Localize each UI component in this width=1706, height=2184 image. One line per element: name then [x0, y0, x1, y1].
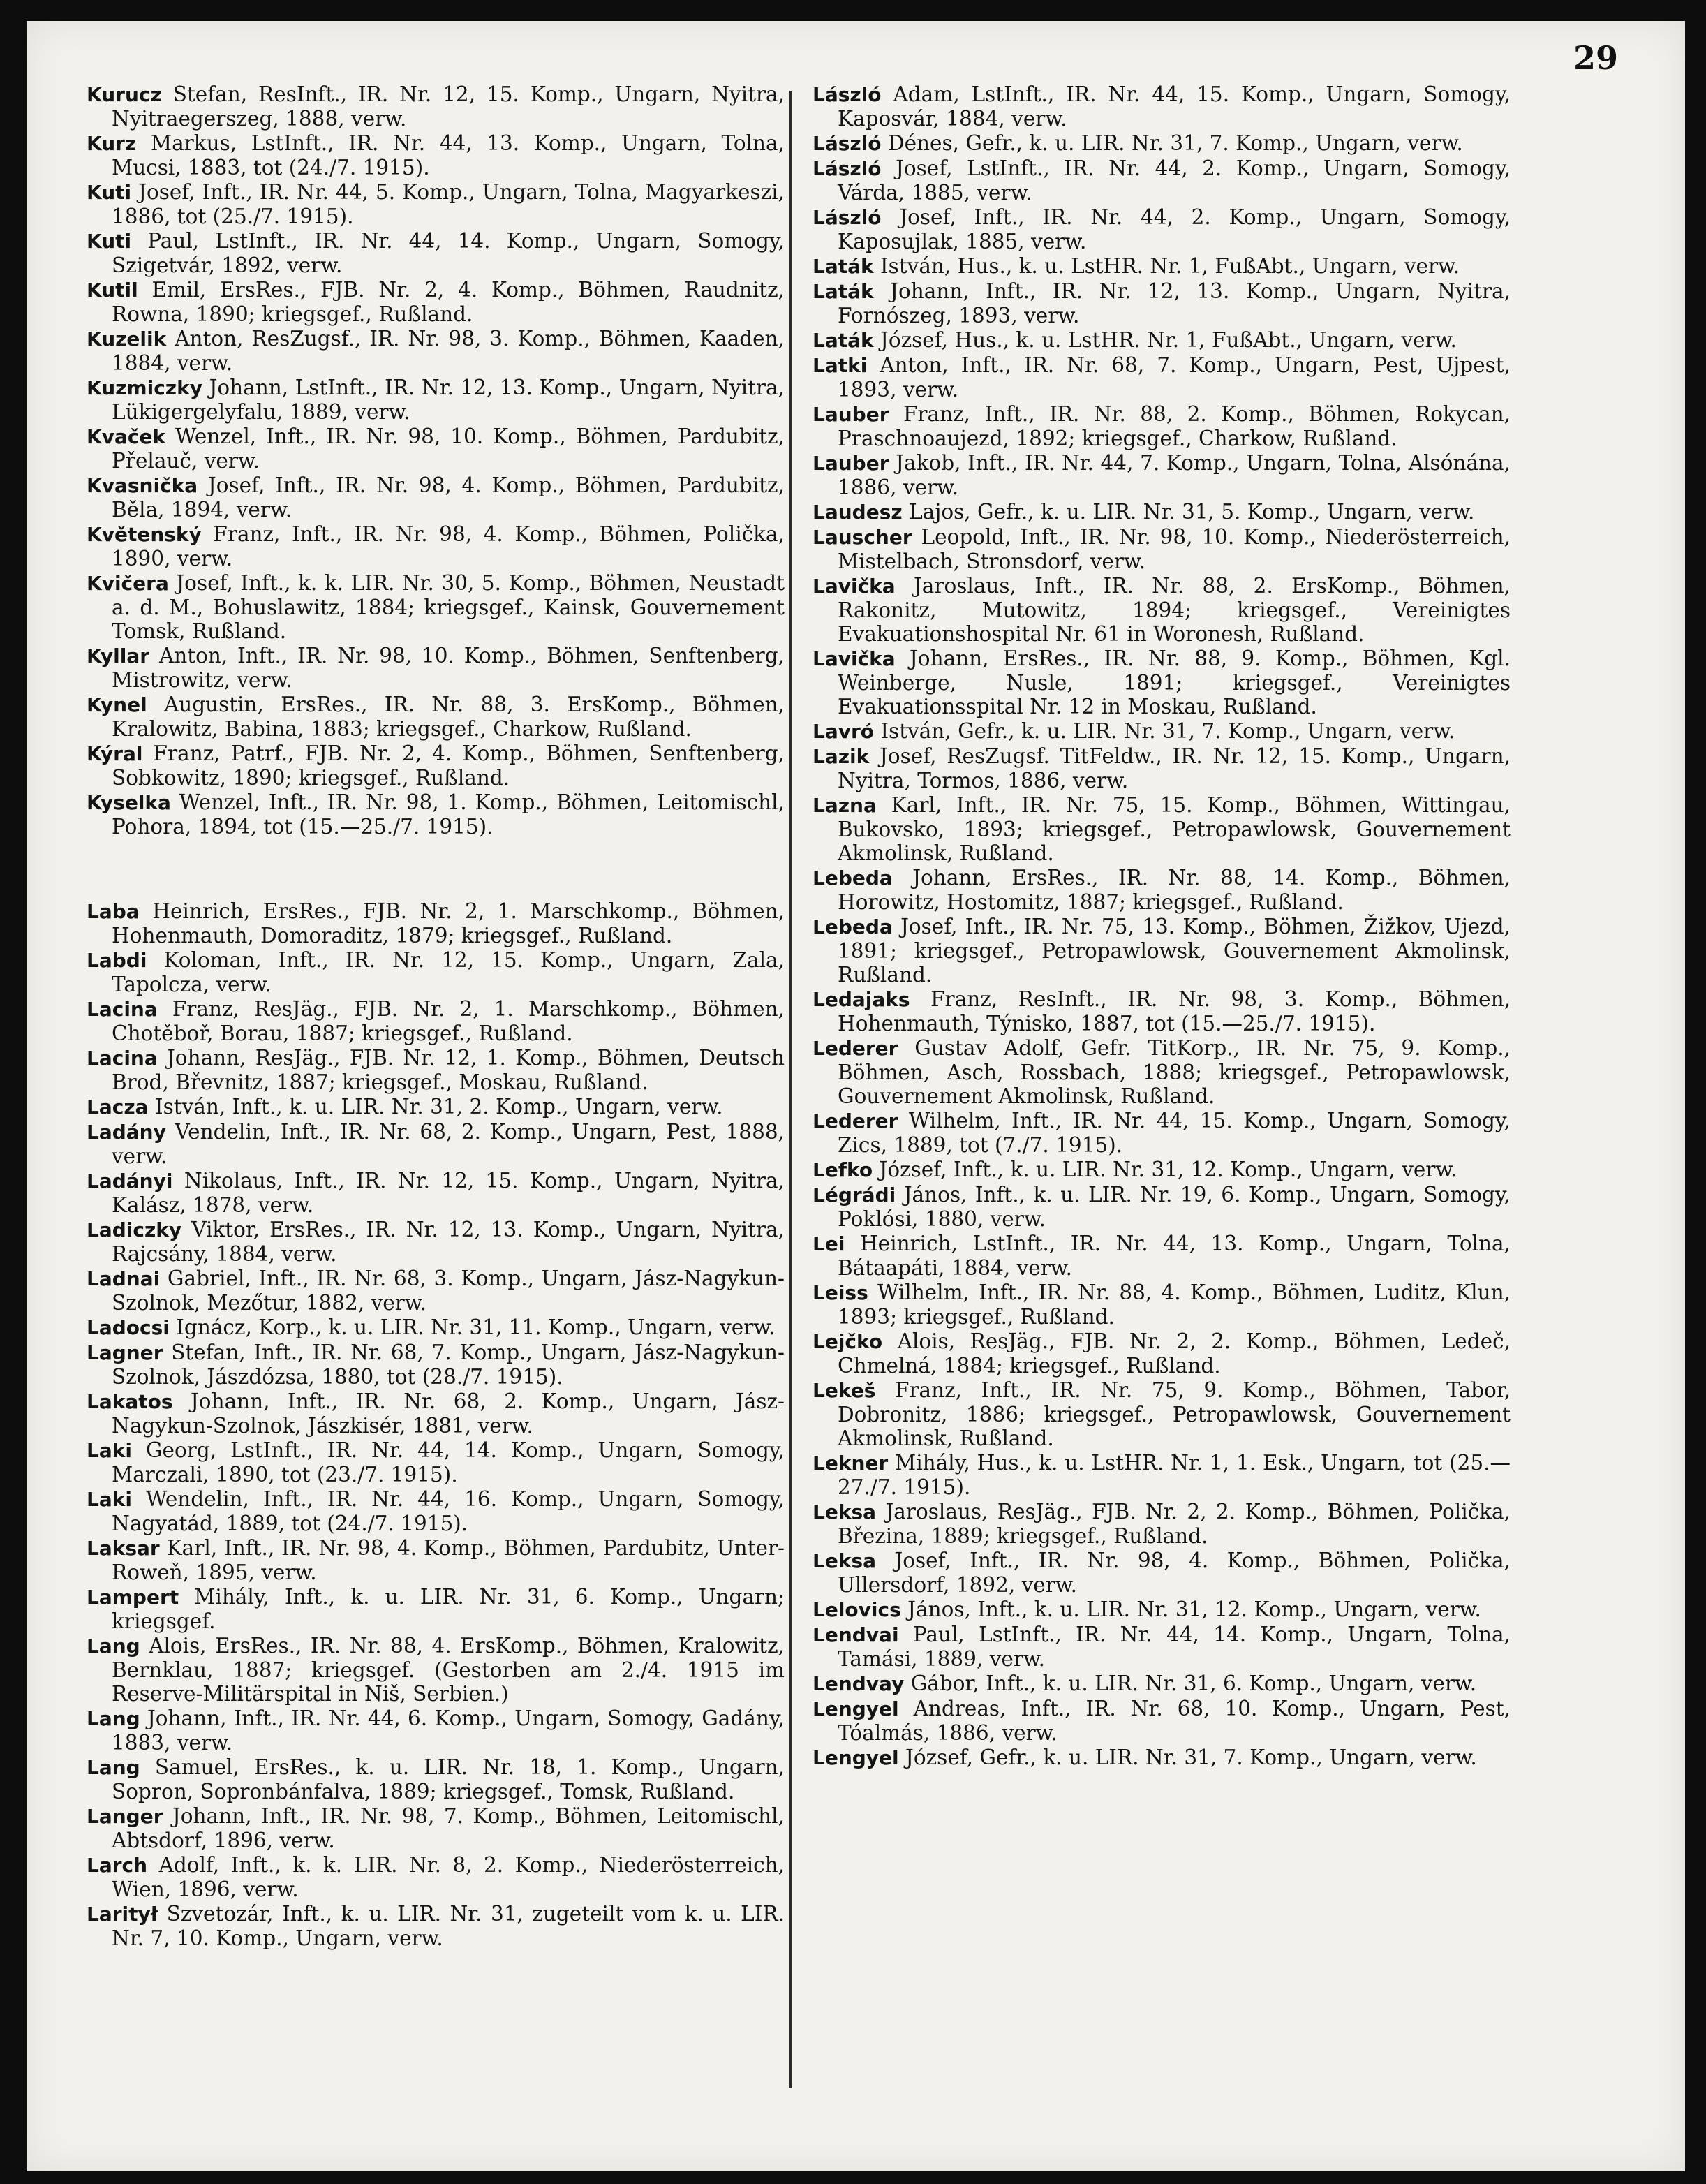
list-entry: [813, 1500, 1511, 1548]
entry-surname: Laták: [813, 280, 874, 303]
list-entry: [813, 1183, 1511, 1231]
list-entry: [87, 82, 785, 131]
document-page: [27, 21, 1685, 2171]
entry-details: Anton, ResZugsf., IR. Nr. 98, 3. Komp., Böhmen, Kaaden, 1884, verw.: [112, 327, 785, 375]
entry-surname: Ledajaks: [813, 988, 910, 1011]
entry-surname: Lekner: [813, 1452, 889, 1475]
entry-details: Josef, Inft., IR. Nr. 98, 4. Komp., Böhmen, Pardubitz, Běla, 1894, verw.: [112, 473, 785, 522]
entry-details: Josef, LstInft., IR. Nr. 44, 2. Komp., Ungarn, Somogy, Várda, 1885, verw.: [838, 156, 1511, 205]
entry-surname: Leiss: [813, 1281, 868, 1304]
entry-surname: Laták: [813, 329, 874, 352]
list-entry: [87, 1902, 785, 1950]
page-number: 29: [1573, 39, 1618, 77]
entry-details: Wenzel, Inft., IR. Nr. 98, 1. Komp., Böhmen, Leitomischl, Pohora, 1894, tot (15.—25./7. 1915).: [112, 790, 785, 839]
entry-details: Paul, LstInft., IR. Nr. 44, 14. Komp., Ungarn, Somogy, Szigetvár, 1892, verw.: [112, 229, 785, 277]
entry-details: Gábor, Inft., k. u. LIR. Nr. 31, 6. Komp., Ungarn, verw.: [910, 1672, 1477, 1695]
entry-details: József, Inft., k. u. LIR. Nr. 31, 12. Komp., Ungarn, verw.: [879, 1158, 1457, 1181]
list-entry: [813, 1672, 1511, 1696]
entry-surname: László: [813, 83, 882, 106]
entry-details: Jakob, Inft., IR. Nr. 44, 7. Komp., Ungarn, Tolna, Alsónána, 1886, verw.: [838, 451, 1511, 499]
entry-surname: Lavró: [813, 720, 875, 743]
entry-details: Franz, Inft., IR. Nr. 98, 4. Komp., Böhmen, Polička, 1890, verw.: [112, 522, 785, 570]
entry-surname: Lacina: [87, 998, 158, 1021]
list-entry: [87, 1267, 785, 1315]
list-entry: [813, 254, 1511, 279]
list-entry: [87, 473, 785, 522]
list-entry: [87, 522, 785, 570]
entry-surname: Kurz: [87, 132, 137, 155]
list-entry: [87, 229, 785, 277]
list-entry: [87, 1341, 785, 1389]
entry-details: Augustin, ErsRes., IR. Nr. 88, 3. ErsKomp., Böhmen, Kralowitz, Babina, 1883; kriegsgef., Charkow, Rußland.: [112, 693, 785, 741]
entry-surname: Kyllar: [87, 644, 150, 667]
entry-details: Wilhelm, Inft., IR. Nr. 88, 4. Komp., Böhmen, Luditz, Klun, 1893; kriegsgef., Rußland.: [838, 1281, 1511, 1329]
entry-surname: Lang: [87, 1707, 140, 1730]
entry-details: Josef, Inft., IR. Nr. 75, 13. Komp., Böhmen, Žižkov, Ujezd, 1891; kriegsgef., Petropawlowsk, Gouvernement Akmolinsk, Rußland.: [838, 915, 1511, 987]
entry-surname: Lakatos: [87, 1390, 173, 1413]
entry-details: József, Hus., k. u. LstHR. Nr. 1, FußAbt., Ungarn, verw.: [880, 328, 1457, 352]
list-entry: [87, 1438, 785, 1486]
entry-surname: Lauber: [813, 452, 889, 475]
list-entry: [87, 1853, 785, 1901]
entry-surname: Kvasnička: [87, 474, 198, 497]
entry-surname: Leksa: [813, 1500, 877, 1523]
entry-surname: Kurucz: [87, 83, 162, 106]
entry-surname: Lampert: [87, 1586, 179, 1609]
entry-details: Franz, ResJäg., FJB. Nr. 2, 1. Marschkomp., Böhmen, Chotěboř, Borau, 1887; kriegsgef., Rußland.: [112, 997, 785, 1045]
list-entry: [87, 948, 785, 996]
entry-details: Paul, LstInft., IR. Nr. 44, 14. Komp., Ungarn, Tolna, Tamási, 1889, verw.: [838, 1623, 1511, 1671]
list-entry: [813, 1549, 1511, 1597]
list-entry: [813, 525, 1511, 573]
list-entry: [813, 793, 1511, 865]
entry-details: József, Gefr., k. u. LIR. Nr. 31, 7. Komp., Ungarn, verw.: [905, 1746, 1477, 1769]
list-entry: [87, 899, 785, 947]
entry-surname: Lendvai: [813, 1623, 899, 1646]
entry-details: Adolf, Inft., k. k. LIR. Nr. 8, 2. Komp., Niederösterreich, Wien, 1896, verw.: [112, 1853, 785, 1901]
entry-details: Stefan, ResInft., IR. Nr. 12, 15. Komp., Ungarn, Nyitra, Nyitraegerszeg, 1888, verw.: [112, 82, 785, 131]
list-entry: [813, 719, 1511, 744]
entry-details: Koloman, Inft., IR. Nr. 12, 15. Komp., Ungarn, Zala, Tapolcza, verw.: [112, 948, 785, 996]
list-entry: [813, 866, 1511, 914]
entry-details: Josef, Inft., IR. Nr. 98, 4. Komp., Böhmen, Polička, Ullersdorf, 1892, verw.: [838, 1549, 1511, 1597]
entry-surname: Lelovics: [813, 1598, 901, 1621]
list-entry: [87, 1634, 785, 1706]
entry-details: Gabriel, Inft., IR. Nr. 68, 3. Komp., Ungarn, Jász-Nagykun-Szolnok, Mezőtur, 1882, verw.: [112, 1267, 785, 1315]
entry-surname: Ladnai: [87, 1267, 161, 1290]
entry-details: Wenzel, Inft., IR. Nr. 98, 10. Komp., Böhmen, Pardubitz, Přelauč, verw.: [112, 425, 785, 473]
entry-surname: Kuti: [87, 181, 132, 204]
entry-surname: Ladiczky: [87, 1218, 182, 1241]
list-entry: [87, 278, 785, 326]
list-entry: [813, 402, 1511, 450]
entry-surname: Květenský: [87, 523, 202, 546]
list-entry: [813, 1232, 1511, 1280]
entry-surname: Lang: [87, 1635, 140, 1658]
entry-surname: Lagner: [87, 1341, 163, 1364]
column-divider: [789, 91, 792, 2088]
list-entry: [813, 1451, 1511, 1499]
entry-surname: Ladány: [87, 1121, 166, 1144]
entry-surname: Lendvay: [813, 1672, 905, 1695]
entry-details: Samuel, ErsRes., k. u. LIR. Nr. 18, 1. Komp., Ungarn, Sopron, Sopronbánfalva, 1889; kriegsgef., Tomsk, Rußland.: [112, 1755, 785, 1803]
list-entry: [87, 1585, 785, 1633]
entry-surname: Laki: [87, 1488, 132, 1511]
entry-details: Anton, Inft., IR. Nr. 68, 7. Komp., Ungarn, Pest, Ujpest, 1893, verw.: [838, 353, 1511, 401]
list-entry: [87, 1169, 785, 1217]
entry-details: Georg, LstInft., IR. Nr. 44, 14. Komp., Ungarn, Somogy, Marczali, 1890, tot (23./7. 1915).: [112, 1438, 785, 1486]
entry-surname: Laták: [813, 255, 874, 278]
entry-details: Mihály, Inft., k. u. LIR. Nr. 31, 6. Komp., Ungarn; kriegsgef.: [112, 1585, 785, 1633]
entry-details: Adam, LstInft., IR. Nr. 44, 15. Komp., Ungarn, Somogy, Kaposvár, 1884, verw.: [838, 82, 1511, 131]
entry-details: Dénes, Gefr., k. u. LIR. Nr. 31, 7. Komp., Ungarn, verw.: [887, 131, 1463, 155]
entry-surname: Kuzelik: [87, 327, 167, 351]
list-entry: [87, 180, 785, 228]
list-entry: [813, 1036, 1511, 1108]
list-entry: [87, 1706, 785, 1755]
list-entry: [813, 1329, 1511, 1378]
entry-details: Johann, ResJäg., FJB. Nr. 12, 1. Komp., Böhmen, Deutsch Brod, Břevnitz, 1887; kriegsgef., Moskau, Rußland.: [112, 1046, 785, 1094]
entry-surname: Kvičera: [87, 572, 169, 595]
entry-details: Gustav Adolf, Gefr. TitKorp., IR. Nr. 75, 9. Komp., Böhmen, Asch, Rossbach, 1888; kriegsgef., Petropawlowsk, Gouvernement Akmolinsk, Rußland.: [838, 1036, 1511, 1108]
entry-details: Heinrich, ErsRes., FJB. Nr. 2, 1. Marschkomp., Böhmen, Hohenmauth, Domoraditz, 1879; kriegsgef., Rußland.: [112, 899, 785, 947]
entry-surname: Laritył: [87, 1903, 158, 1926]
list-entry: [87, 1315, 785, 1340]
entry-details: Vendelin, Inft., IR. Nr. 68, 2. Komp., Ungarn, Pest, 1888, verw.: [112, 1120, 785, 1168]
entry-details: Anton, Inft., IR. Nr. 98, 10. Komp., Böhmen, Senftenberg, Mistrowitz, verw.: [112, 644, 785, 692]
entry-surname: Lacza: [87, 1095, 149, 1119]
list-entry: [813, 131, 1511, 156]
entry-surname: Lekeš: [813, 1379, 876, 1402]
entry-surname: Lefko: [813, 1158, 873, 1181]
list-entry: [87, 1095, 785, 1119]
entry-details: Ignácz, Korp., k. u. LIR. Nr. 31, 11. Komp., Ungarn, verw.: [176, 1315, 776, 1339]
list-entry: [813, 1378, 1511, 1450]
entry-list-la-le: [813, 82, 1511, 1770]
list-entry: [87, 790, 785, 839]
entry-details: Franz, Patrf., FJB. Nr. 2, 4. Komp., Böhmen, Senftenberg, Sobkowitz, 1890; kriegsgef., Rußland.: [112, 741, 785, 790]
entry-surname: Laudesz: [813, 501, 903, 524]
list-entry: [813, 1746, 1511, 1770]
entry-details: Johann, Inft., IR. Nr. 12, 13. Komp., Ungarn, Nyitra, Fornószeg, 1893, verw.: [838, 279, 1511, 327]
list-entry: [87, 1389, 785, 1438]
list-entry: [87, 571, 785, 643]
list-entry: [87, 1487, 785, 1535]
entry-surname: László: [813, 132, 882, 155]
entry-details: Nikolaus, Inft., IR. Nr. 12, 15. Komp., Ungarn, Nyitra, Kalász, 1878, verw.: [112, 1169, 785, 1217]
list-entry: [813, 915, 1511, 987]
list-entry: [813, 500, 1511, 524]
entry-surname: Kyselka: [87, 791, 171, 814]
list-entry: [813, 744, 1511, 792]
list-entry: [813, 82, 1511, 131]
entry-details: Mihály, Hus., k. u. LstHR. Nr. 1, 1. Esk., Ungarn, tot (25.—27./7. 1915).: [838, 1451, 1511, 1499]
list-entry: [813, 1598, 1511, 1622]
list-entry: [87, 1046, 785, 1094]
entry-details: István, Inft., k. u. LIR. Nr. 31, 2. Komp., Ungarn, verw.: [154, 1095, 723, 1119]
entry-details: Lajos, Gefr., k. u. LIR. Nr. 31, 5. Komp., Ungarn, verw.: [909, 500, 1475, 524]
entry-surname: Kutil: [87, 279, 138, 302]
entry-surname: Laki: [87, 1439, 132, 1462]
entry-list-l: [87, 899, 785, 1950]
list-entry: [87, 1804, 785, 1852]
entry-details: Alois, ErsRes., IR. Nr. 88, 4. ErsKomp., Böhmen, Kralowitz, Bernklau, 1887; kriegsgef. (Gestorben am 2./4. 1915 im Reserve-Militärspital in Niš, Serbien.): [112, 1634, 785, 1706]
entry-details: István, Gefr., k. u. LIR. Nr. 31, 7. Komp., Ungarn, verw.: [880, 719, 1455, 743]
list-entry: [87, 1120, 785, 1168]
entry-details: Johann, LstInft., IR. Nr. 12, 13. Komp., Ungarn, Nyitra, Lükigergelyfalu, 1889, verw.: [112, 376, 785, 424]
entry-details: Johann, ErsRes., IR. Nr. 88, 14. Komp., Böhmen, Horowitz, Hostomitz, 1887; kriegsgef., Rußland.: [838, 866, 1511, 914]
entry-details: Andreas, Inft., IR. Nr. 68, 10. Komp., Ungarn, Pest, Tóalmás, 1886, verw.: [838, 1697, 1511, 1745]
entry-surname: László: [813, 206, 882, 229]
entry-details: Johann, Inft., IR. Nr. 98, 7. Komp., Böhmen, Leitomischl, Abtsdorf, 1896, verw.: [112, 1804, 785, 1852]
entry-surname: Lengyel: [813, 1697, 899, 1720]
entry-surname: Lauscher: [813, 526, 912, 549]
list-entry: [87, 693, 785, 741]
list-entry: [813, 279, 1511, 327]
entry-surname: Ladocsi: [87, 1316, 170, 1339]
list-entry: [813, 353, 1511, 401]
list-entry: [813, 156, 1511, 205]
list-entry: [813, 987, 1511, 1035]
section-gap: [87, 839, 785, 899]
entry-surname: Lederer: [813, 1109, 898, 1132]
entry-details: Johann, ErsRes., IR. Nr. 88, 9. Komp., Böhmen, Kgl. Weinberge, Nusle, 1891; kriegsgef., Vereinigtes Evakuationsspital Nr. 12 in Moskau, Rußland.: [838, 647, 1511, 718]
entry-surname: Langer: [87, 1805, 163, 1828]
entry-details: Alois, ResJäg., FJB. Nr. 2, 2. Komp., Böhmen, Ledeč, Chmelná, 1884; kriegsgef., Rußland.: [838, 1329, 1511, 1378]
list-entry: [813, 1281, 1511, 1329]
left-column: [87, 82, 785, 1951]
entry-details: János, Inft., k. u. LIR. Nr. 19, 6. Komp., Ungarn, Somogy, Poklósi, 1880, verw.: [838, 1183, 1511, 1231]
right-column: [813, 82, 1511, 1771]
entry-details: Josef, ResZugsf. TitFeldw., IR. Nr. 12, 15. Komp., Ungarn, Nyitra, Tormos, 1886, verw.: [838, 744, 1511, 792]
list-entry: [87, 741, 785, 790]
entry-details: Markus, LstInft., IR. Nr. 44, 13. Komp., Ungarn, Tolna, Mucsi, 1883, tot (24./7. 1915).: [112, 131, 785, 179]
entry-details: Josef, Inft., IR. Nr. 44, 5. Komp., Ungarn, Tolna, Magyarkeszi, 1886, tot (25./7. 1915).: [112, 180, 785, 228]
entry-details: Wendelin, Inft., IR. Nr. 44, 16. Komp., Ungarn, Somogy, Nagyatád, 1889, tot (24./7. 1915).: [112, 1487, 785, 1535]
list-entry: [87, 1755, 785, 1803]
entry-surname: Lei: [813, 1232, 845, 1255]
entry-details: Josef, Inft., k. k. LIR. Nr. 30, 5. Komp., Böhmen, Neustadt a. d. M., Bohuslawitz, 1884; kriegsgef., Kainsk, Gouvernement Tomsk, Rußland.: [112, 571, 785, 643]
list-entry: [813, 1158, 1511, 1182]
entry-surname: Kynel: [87, 693, 147, 716]
list-entry: [87, 1536, 785, 1584]
list-entry: [813, 1697, 1511, 1745]
entry-surname: Lebeda: [813, 866, 893, 890]
list-entry: [813, 647, 1511, 718]
entry-surname: Laksar: [87, 1537, 160, 1560]
entry-surname: Leksa: [813, 1549, 877, 1572]
entry-details: István, Hus., k. u. LstHR. Nr. 1, FußAbt., Ungarn, verw.: [880, 254, 1460, 278]
list-entry: [87, 644, 785, 692]
entry-details: Franz, Inft., IR. Nr. 88, 2. Komp., Böhmen, Rokycan, Praschnoaujezd, 1892; kriegsgef., Charkow, Rußland.: [838, 402, 1511, 450]
entry-details: Franz, Inft., IR. Nr. 75, 9. Komp., Böhmen, Tabor, Dobronitz, 1886; kriegsgef., Petropawlowsk, Gouvernement Akmolinsk, Rußland.: [838, 1378, 1511, 1450]
list-entry: [813, 574, 1511, 646]
entry-details: Karl, Inft., IR. Nr. 98, 4. Komp., Böhmen, Pardubitz, Unter-Roweň, 1895, verw.: [112, 1536, 785, 1584]
list-entry: [87, 997, 785, 1045]
entry-surname: Laba: [87, 900, 140, 923]
entry-surname: Lauber: [813, 403, 889, 426]
list-entry: [87, 425, 785, 473]
list-entry: [87, 131, 785, 179]
entry-surname: Latki: [813, 354, 868, 377]
entry-surname: Lavička: [813, 647, 896, 670]
entry-details: Jaroslaus, ResJäg., FJB. Nr. 2, 2. Komp., Böhmen, Polička, Březina, 1889; kriegsgef., Rußland.: [838, 1500, 1511, 1548]
entry-surname: Lebeda: [813, 915, 893, 938]
entry-surname: László: [813, 157, 882, 180]
list-entry: [813, 1109, 1511, 1157]
entry-details: Leopold, Inft., IR. Nr. 98, 10. Komp., Niederösterreich, Mistelbach, Stronsdorf, verw.: [838, 525, 1511, 573]
entry-surname: Kvaček: [87, 425, 166, 448]
entry-details: Viktor, ErsRes., IR. Nr. 12, 13. Komp., Ungarn, Nyitra, Rajcsány, 1884, verw.: [112, 1218, 785, 1266]
entry-surname: Larch: [87, 1854, 148, 1877]
entry-details: Szvetozár, Inft., k. u. LIR. Nr. 31, zugeteilt vom k. u. LIR. Nr. 7, 10. Komp., Ungarn, verw.: [112, 1902, 785, 1950]
entry-details: Johann, Inft., IR. Nr. 68, 2. Komp., Ungarn, Jász-Nagykun-Szolnok, Jászkisér, 1881, verw.: [112, 1389, 785, 1438]
list-entry: [813, 451, 1511, 499]
entry-details: János, Inft., k. u. LIR. Nr. 31, 12. Komp., Ungarn, verw.: [907, 1598, 1481, 1621]
entry-surname: Lengyel: [813, 1746, 899, 1769]
list-entry: [813, 328, 1511, 353]
entry-surname: Kýral: [87, 742, 143, 765]
entry-surname: Légrádi: [813, 1183, 896, 1207]
entry-surname: Lazna: [813, 794, 877, 817]
entry-surname: Labdi: [87, 949, 147, 972]
entry-details: Wilhelm, Inft., IR. Nr. 44, 15. Komp., Ungarn, Somogy, Zics, 1889, tot (7./7. 1915).: [838, 1109, 1511, 1157]
list-entry: [87, 376, 785, 424]
entry-surname: Lederer: [813, 1037, 898, 1060]
entry-details: Stefan, Inft., IR. Nr. 68, 7. Komp., Ungarn, Jász-Nagykun-Szolnok, Jászdózsa, 1880, tot (28./7. 1915).: [112, 1341, 785, 1389]
entry-surname: Lavička: [813, 575, 896, 598]
list-entry: [813, 1623, 1511, 1671]
entry-surname: Lacina: [87, 1047, 158, 1070]
entry-details: Johann, Inft., IR. Nr. 44, 6. Komp., Ungarn, Somogy, Gadány, 1883, verw.: [112, 1706, 785, 1755]
entry-details: Emil, ErsRes., FJB. Nr. 2, 4. Komp., Böhmen, Raudnitz, Rowna, 1890; kriegsgef., Rußland.: [112, 278, 785, 326]
entry-details: Karl, Inft., IR. Nr. 75, 15. Komp., Böhmen, Wittingau, Bukovsko, 1893; kriegsgef., Petropawlowsk, Gouvernement Akmolinsk, Rußland.: [838, 793, 1511, 865]
entry-list-k: [87, 82, 785, 839]
entry-surname: Lejčko: [813, 1330, 883, 1353]
list-entry: [87, 1218, 785, 1266]
entry-details: Josef, Inft., IR. Nr. 44, 2. Komp., Ungarn, Somogy, Kaposujlak, 1885, verw.: [838, 205, 1511, 253]
entry-details: Jaroslaus, Inft., IR. Nr. 88, 2. ErsKomp., Böhmen, Rakonitz, Mutowitz, 1894; kriegsgef., Vereinigtes Evakuationshospital Nr. 61 in Woronesh, Rußland.: [838, 574, 1511, 646]
list-entry: [87, 327, 785, 375]
entry-details: Heinrich, LstInft., IR. Nr. 44, 13. Komp., Ungarn, Tolna, Bátaapáti, 1884, verw.: [838, 1232, 1511, 1280]
entry-surname: Kuzmiczky: [87, 376, 202, 399]
entry-surname: Kuti: [87, 230, 132, 253]
entry-surname: Lazik: [813, 745, 870, 768]
entry-surname: Ladányi: [87, 1170, 173, 1193]
entry-surname: Lang: [87, 1756, 140, 1779]
entry-details: Franz, ResInft., IR. Nr. 98, 3. Komp., Böhmen, Hohenmauth, Týnisko, 1887, tot (15.—25./7. 1915).: [838, 987, 1511, 1035]
list-entry: [813, 205, 1511, 253]
